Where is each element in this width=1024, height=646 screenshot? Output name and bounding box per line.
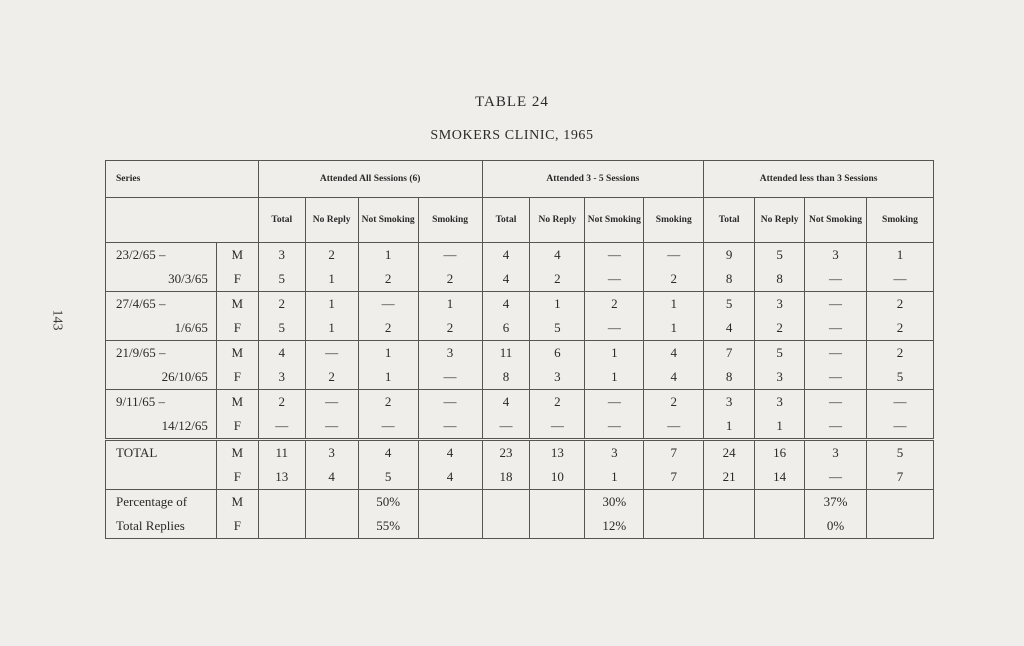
table-row: [106, 490, 934, 515]
group-3-5-sessions-header: Attended 3 - 5 Sessions: [482, 161, 704, 198]
table-cell: 2: [866, 316, 933, 341]
percentage-cell: 55%: [358, 514, 418, 539]
sex-cell: M: [216, 390, 258, 415]
table-cell: 2: [866, 292, 933, 317]
series-cell: 30/3/65: [106, 267, 217, 292]
table-cell: 8: [482, 365, 530, 390]
table-cell: 2: [358, 316, 418, 341]
table-cell: 11: [258, 440, 305, 466]
sex-cell: M: [216, 490, 258, 515]
table-cell: 7: [866, 465, 933, 490]
table-cell: —: [358, 414, 418, 440]
table-cell: —: [805, 316, 867, 341]
table-cell: 1: [530, 292, 585, 317]
table-cell: 2: [866, 341, 933, 366]
table-cell: 13: [258, 465, 305, 490]
table-cell: 3: [805, 440, 867, 466]
table-row: [106, 390, 934, 415]
table-cell: 1: [358, 341, 418, 366]
series-cell: 27/4/65 –: [106, 292, 217, 317]
sub-header-not-smoking: Not Smoking: [358, 198, 418, 243]
table-cell: 23: [482, 440, 530, 466]
table-cell: —: [358, 292, 418, 317]
table-cell: 7: [644, 440, 704, 466]
sex-cell: F: [216, 267, 258, 292]
table-cell: —: [530, 414, 585, 440]
sub-header-smoking: Smoking: [644, 198, 704, 243]
group-all-sessions-header: Attended All Sessions (6): [258, 161, 482, 198]
table-cell: 4: [482, 292, 530, 317]
table-cell: —: [805, 267, 867, 292]
group-less-3-sessions-header: Attended less than 3 Sessions: [704, 161, 934, 198]
table-cell: 2: [644, 267, 704, 292]
table-cell: 24: [704, 440, 755, 466]
table-cell: —: [258, 414, 305, 440]
page-number: 143: [49, 309, 65, 331]
sex-cell: F: [216, 365, 258, 390]
series-cell: 1/6/65: [106, 316, 217, 341]
table-cell: 8: [704, 365, 755, 390]
table-cell: 5: [258, 316, 305, 341]
table-cell: 13: [530, 440, 585, 466]
table-cell: 4: [704, 316, 755, 341]
table-cell: 5: [258, 267, 305, 292]
sex-cell: F: [216, 316, 258, 341]
percentage-cell: 12%: [585, 514, 644, 539]
table-cell: 2: [418, 316, 482, 341]
table-row: [106, 465, 934, 490]
table-cell: —: [805, 292, 867, 317]
table-cell: 3: [258, 243, 305, 268]
table-cell: —: [482, 414, 530, 440]
smokers-clinic-table: [105, 160, 934, 539]
table-cell: —: [585, 243, 644, 268]
percentage-cell: 0%: [805, 514, 867, 539]
percentage-cell: 50%: [358, 490, 418, 515]
table-cell: 1: [305, 292, 358, 317]
table-cell: 4: [482, 243, 530, 268]
table-cell: —: [805, 341, 867, 366]
table-cell: —: [418, 390, 482, 415]
sex-cell: F: [216, 465, 258, 490]
table-cell: 2: [305, 243, 358, 268]
table-cell: 4: [482, 390, 530, 415]
series-cell: 23/2/65 –: [106, 243, 217, 268]
table-cell: 2: [530, 390, 585, 415]
table-title: TABLE 24: [475, 94, 549, 110]
sex-cell: F: [216, 514, 258, 539]
table-cell: 1: [704, 414, 755, 440]
table-cell: —: [866, 390, 933, 415]
table-cell: 4: [258, 341, 305, 366]
percentage-cell: 37%: [805, 490, 867, 515]
table-row: [106, 292, 934, 317]
table-cell: —: [585, 390, 644, 415]
table-cell: 7: [704, 341, 755, 366]
table-cell: 2: [418, 267, 482, 292]
table-cell: 2: [755, 316, 805, 341]
table-cell: 9: [704, 243, 755, 268]
table-cell: 6: [530, 341, 585, 366]
table-cell: 5: [755, 341, 805, 366]
table-cell: —: [866, 267, 933, 292]
table-cell: 5: [704, 292, 755, 317]
table-cell: 4: [418, 465, 482, 490]
table-cell: —: [805, 365, 867, 390]
table-cell: —: [305, 414, 358, 440]
table-cell: 2: [358, 390, 418, 415]
table-cell: 4: [418, 440, 482, 466]
table-cell: 3: [530, 365, 585, 390]
series-cell: 26/10/65: [106, 365, 217, 390]
sub-header-smoking: Smoking: [418, 198, 482, 243]
table-cell: —: [585, 267, 644, 292]
table-cell: 3: [704, 390, 755, 415]
table-cell: 2: [258, 390, 305, 415]
table-cell: 5: [530, 316, 585, 341]
sex-cell: F: [216, 414, 258, 440]
table-cell: 3: [418, 341, 482, 366]
table-cell: 1: [644, 316, 704, 341]
table-cell: 4: [644, 365, 704, 390]
table-cell: 8: [704, 267, 755, 292]
sub-header-total: Total: [482, 198, 530, 243]
table-cell: 8: [755, 267, 805, 292]
table-cell: —: [418, 365, 482, 390]
table-cell: 3: [305, 440, 358, 466]
sub-header-not-smoking: Not Smoking: [805, 198, 867, 243]
table-cell: 1: [305, 267, 358, 292]
table-cell: —: [805, 414, 867, 440]
table-cell: —: [805, 465, 867, 490]
table-cell: 3: [755, 365, 805, 390]
table-cell: 4: [644, 341, 704, 366]
table-cell: 2: [358, 267, 418, 292]
sub-header-smoking: Smoking: [866, 198, 933, 243]
table-cell: 1: [358, 365, 418, 390]
table-cell: —: [585, 414, 644, 440]
percentage-label: Total Replies: [106, 514, 217, 539]
series-header: Series: [106, 161, 259, 198]
table-cell: 1: [358, 243, 418, 268]
table-cell: 16: [755, 440, 805, 466]
table-cell: 3: [755, 292, 805, 317]
table-cell: 3: [755, 390, 805, 415]
table-cell: 14: [755, 465, 805, 490]
sex-cell: M: [216, 440, 258, 466]
table-cell: 1: [644, 292, 704, 317]
table-cell: 6: [482, 316, 530, 341]
table-cell: —: [418, 414, 482, 440]
table-cell: 5: [358, 465, 418, 490]
table-cell: —: [644, 243, 704, 268]
table-cell: 4: [482, 267, 530, 292]
table-cell: —: [644, 414, 704, 440]
table-cell: 5: [755, 243, 805, 268]
table-cell: 3: [585, 440, 644, 466]
series-cell: 21/9/65 –: [106, 341, 217, 366]
table-row: [106, 243, 934, 268]
table-cell: 7: [644, 465, 704, 490]
table-cell: 18: [482, 465, 530, 490]
table-cell: 1: [585, 465, 644, 490]
table-cell: 1: [305, 316, 358, 341]
table-cell: 11: [482, 341, 530, 366]
table-row: [106, 440, 934, 466]
table-row: [106, 365, 934, 390]
table-cell: 3: [805, 243, 867, 268]
sub-header-not-smoking: Not Smoking: [585, 198, 644, 243]
table-cell: 4: [305, 465, 358, 490]
table-row: [106, 414, 934, 440]
table-cell: —: [805, 390, 867, 415]
series-cell: 9/11/65 –: [106, 390, 217, 415]
table-cell: 1: [866, 243, 933, 268]
sex-cell: M: [216, 243, 258, 268]
table-cell: —: [866, 414, 933, 440]
table-cell: 1: [585, 365, 644, 390]
table-subtitle: SMOKERS CLINIC, 1965: [430, 128, 594, 143]
table-cell: 2: [258, 292, 305, 317]
table-cell: 1: [585, 341, 644, 366]
table-cell: —: [305, 390, 358, 415]
table-cell: 1: [418, 292, 482, 317]
table-cell: 10: [530, 465, 585, 490]
table-row: [106, 316, 934, 341]
table-cell: 2: [585, 292, 644, 317]
table-cell: —: [305, 341, 358, 366]
table-row: [106, 267, 934, 292]
sub-header-no-reply: No Reply: [755, 198, 805, 243]
table-cell: —: [585, 316, 644, 341]
sex-cell: M: [216, 292, 258, 317]
series-cell: 14/12/65: [106, 414, 217, 440]
table-cell: 2: [644, 390, 704, 415]
table-cell: 1: [755, 414, 805, 440]
table-cell: 2: [530, 267, 585, 292]
table-row: [106, 514, 934, 539]
sub-header-no-reply: No Reply: [530, 198, 585, 243]
table-cell: 2: [305, 365, 358, 390]
percentage-label: Percentage of: [106, 490, 217, 515]
percentage-cell: 30%: [585, 490, 644, 515]
table-cell: 4: [530, 243, 585, 268]
table-row: [106, 341, 934, 366]
table-cell: 5: [866, 440, 933, 466]
total-label: TOTAL: [106, 440, 217, 466]
table-cell: 4: [358, 440, 418, 466]
table-cell: 3: [258, 365, 305, 390]
table-cell: 21: [704, 465, 755, 490]
table-cell: 5: [866, 365, 933, 390]
sub-header-no-reply: No Reply: [305, 198, 358, 243]
sub-header-total: Total: [704, 198, 755, 243]
table-cell: —: [418, 243, 482, 268]
sub-header-total: Total: [258, 198, 305, 243]
sex-cell: M: [216, 341, 258, 366]
